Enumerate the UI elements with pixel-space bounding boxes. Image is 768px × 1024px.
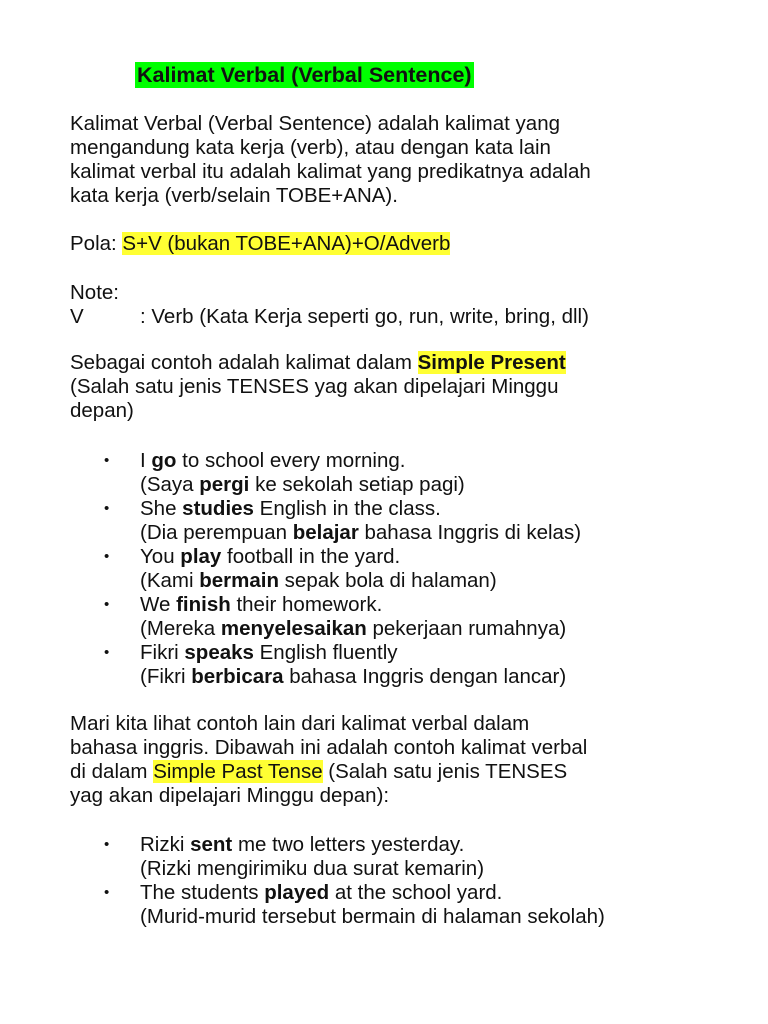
example-translation: (Murid-murid tersebut bermain di halaman sekolah) (140, 905, 605, 928)
list-item (70, 593, 750, 641)
bullet-icon: • (104, 644, 110, 661)
example-sentence: She studies English in the class. (140, 497, 441, 520)
note-label: Note: (70, 281, 119, 304)
intro-line: kata kerja (verb/selain TOBE+ANA). (70, 184, 398, 207)
example-verb: played (264, 881, 330, 904)
example-verb: play (180, 545, 222, 568)
example-verb: finish (176, 593, 231, 616)
list-item (70, 449, 750, 497)
present-intro-text: Sebagai contoh adalah kalimat dalam (70, 351, 418, 374)
translation-verb: berbicara (191, 665, 284, 688)
example-verb: studies (182, 497, 254, 520)
pola-line (70, 232, 750, 256)
intro-line: mengandung kata kerja (verb), atau dengan kata lain (70, 136, 551, 159)
example-sentence: Fikri speaks English fluently (140, 641, 398, 664)
present-intro-paragraph (70, 351, 750, 423)
simple-present-highlight: Simple Present (417, 351, 566, 374)
list-item (70, 497, 750, 545)
example-sentence: We finish their homework. (140, 593, 383, 616)
example-sentence: You play football in the yard. (140, 545, 401, 568)
translation-verb: menyelesaikan (220, 617, 367, 640)
list-item (70, 545, 750, 593)
list-item (70, 641, 750, 689)
past-intro-line: Mari kita lihat contoh lain dari kalimat verbal dalam (70, 712, 530, 735)
note-symbol: V (70, 305, 84, 328)
example-translation: (Kami bermain sepak bola di halaman) (140, 569, 497, 592)
translation-verb: pergi (199, 473, 250, 496)
example-sentence: Rizki sent me two letters yesterday. (140, 833, 465, 856)
bullet-icon: • (104, 596, 110, 613)
simple-past-highlight: Simple Past Tense (153, 760, 323, 783)
bullet-icon: • (104, 884, 110, 901)
bullet-icon: • (104, 500, 110, 517)
example-verb: sent (190, 833, 233, 856)
translation-verb: bermain (199, 569, 279, 592)
pola-formula: S+V (bukan TOBE+ANA)+O/Adverb (122, 232, 451, 255)
example-sentence: I go to school every morning. (140, 449, 406, 472)
past-examples-list (70, 833, 750, 929)
example-translation: (Saya pergi ke sekolah setiap pagi) (140, 473, 465, 496)
example-sentence: The students played at the school yard. (140, 881, 503, 904)
note-text: : Verb (Kata Kerja seperti go, run, write, bring, dll) (140, 305, 589, 328)
translation-verb: belajar (292, 521, 359, 544)
intro-line: Kalimat Verbal (Verbal Sentence) adalah kalimat yang (70, 112, 561, 135)
list-item (70, 833, 750, 881)
present-intro-line: depan) (70, 399, 134, 422)
bullet-icon: • (104, 836, 110, 853)
pola-label: Pola: (70, 232, 123, 255)
example-translation: (Rizki mengirimiku dua surat kemarin) (140, 857, 485, 880)
note-row (70, 305, 750, 329)
present-intro-line (70, 351, 750, 375)
page-title: Kalimat Verbal (Verbal Sentence) (137, 63, 472, 87)
present-examples-list (70, 449, 750, 689)
note-section (70, 281, 750, 329)
past-intro-paragraph (70, 712, 750, 808)
example-verb: go (151, 449, 177, 472)
example-translation: (Mereka menyelesaikan pekerjaan rumahnya) (140, 617, 567, 640)
example-translation: (Fikri berbicara bahasa Inggris dengan lancar) (140, 665, 567, 688)
present-intro-line: (Salah satu jenis TENSES yag akan dipelajari Minggu (70, 375, 559, 398)
intro-line: kalimat verbal itu adalah kalimat yang predikatnya adalah (70, 160, 591, 183)
example-verb: speaks (184, 641, 254, 664)
past-intro-line: bahasa inggris. Dibawah ini adalah contoh kalimat verbal (70, 736, 588, 759)
example-translation: (Dia perempuan belajar bahasa Inggris di kelas) (140, 521, 582, 544)
list-item (70, 881, 750, 929)
intro-paragraph (70, 112, 750, 208)
past-intro-line: di dalam Simple Past Tense (Salah satu jenis TENSES (70, 760, 568, 783)
bullet-icon: • (104, 548, 110, 565)
bullet-icon: • (104, 452, 110, 469)
past-intro-line: yag akan dipelajari Minggu depan): (70, 784, 390, 807)
